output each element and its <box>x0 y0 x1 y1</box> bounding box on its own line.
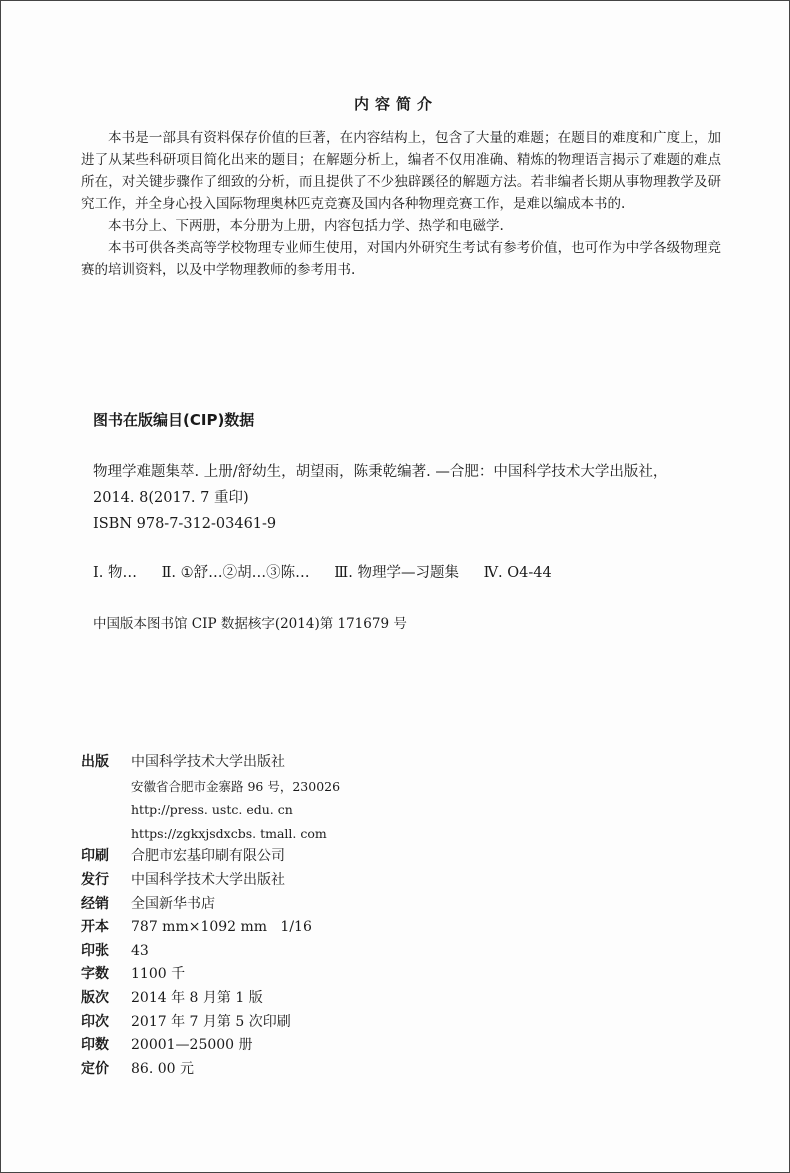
info-value: 中国科学技术大学出版社 <box>131 871 285 888</box>
publisher-store-url: https://zgkxjsdxcbs. tmall. com <box>131 825 327 841</box>
info-row-printing <box>81 1011 721 1035</box>
cip-class-item: Ⅲ. 物理学—习题集 <box>334 565 459 581</box>
cip-title: 图书在版编目(CIP)数据 <box>93 411 255 429</box>
info-value: 2017 年 7 月第 5 次印刷 <box>131 1013 291 1030</box>
info-label: 版次 <box>81 989 109 1006</box>
info-label: 定价 <box>81 1060 109 1077</box>
cip-record <box>93 459 773 537</box>
info-row-retailer <box>81 893 721 917</box>
publisher-name: 中国科学技术大学出版社 <box>131 754 285 770</box>
info-row-format <box>81 916 721 940</box>
cip-class-item: Ⅳ. O4-44 <box>483 565 552 581</box>
info-label: 经销 <box>81 895 109 912</box>
cip-title-line: 物理学难题集萃. 上册/舒幼生，胡望雨，陈秉乾编著. —合肥：中国科学技术大学出版社， <box>93 464 668 480</box>
info-label: 字数 <box>81 966 109 983</box>
intro-title: 内容简介 <box>353 95 438 113</box>
info-label: 印张 <box>81 942 109 959</box>
cip-class-item: Ⅱ. ①舒…②胡…③陈… <box>161 565 310 581</box>
info-row-price <box>81 1058 721 1082</box>
info-row-printer <box>81 845 721 869</box>
info-label: 开本 <box>81 919 109 936</box>
cip-isbn: ISBN 978-7-312-03461-9 <box>93 516 277 532</box>
info-value: 合肥市宏基印刷有限公司 <box>131 848 285 865</box>
info-value: 全国新华书店 <box>131 895 215 912</box>
info-label: 印次 <box>81 1013 109 1030</box>
info-row-edition <box>81 987 721 1011</box>
publisher-label: 出版 <box>81 754 109 770</box>
info-label: 印数 <box>81 1037 109 1054</box>
publication-info <box>81 751 721 1081</box>
cip-class-item: Ⅰ. 物… <box>93 565 137 581</box>
info-row-wordcount <box>81 963 721 987</box>
info-label: 发行 <box>81 871 109 888</box>
info-row-copies <box>81 1034 721 1058</box>
info-label: 印刷 <box>81 848 109 865</box>
intro-paragraph: 本书分上、下两册，本分册为上册，内容包括力学、热学和电磁学. <box>108 218 504 234</box>
info-value: 20001—25000 册 <box>131 1037 253 1054</box>
info-row-distributor <box>81 869 721 893</box>
cip-date-line: 2014. 8(2017. 7 重印) <box>93 490 249 506</box>
publisher-url: http://press. ustc. edu. cn <box>131 802 293 818</box>
intro-paragraph: 本书可供各类高等学校物理专业师生使用，对国内外研究生考试有参考价值，也可作为中学各级物理竞赛的培训资料，以及中学物理教师的参考用书. <box>81 240 721 278</box>
publisher-details <box>131 775 721 846</box>
cip-classification <box>93 561 773 582</box>
info-value: 2014 年 8 月第 1 版 <box>131 989 263 1006</box>
intro-text <box>81 127 721 281</box>
publisher-row <box>81 751 721 775</box>
cip-core-number: 中国版本图书馆 CIP 数据核字(2014)第 171679 号 <box>93 616 407 632</box>
info-value: 787 mm×1092 mm 1/16 <box>131 919 312 936</box>
intro-paragraph: 本书是一部具有资料保存价值的巨著，在内容结构上，包含了大量的难题；在题目的难度和广度上，加进了从某些科研项目简化出来的题目；在解题分析上，编者不仅用准确、精炼的物理语言揭示了难题的难点所在，对关键步骤作了细致的分析，而且提供了不少独辟蹊径的解题方法。若非编者长期从事物理教学及研究工作，并全身心投入国际物理奥林匹克竞赛及国内各种物理竞赛工作，是难以编成本书的. <box>81 130 721 212</box>
publisher-address: 安徽省合肥市金寨路 96 号，230026 <box>131 778 341 794</box>
info-row-sheets <box>81 940 721 964</box>
info-value: 86. 00 元 <box>131 1060 194 1077</box>
info-value: 1100 千 <box>131 966 186 983</box>
info-value: 43 <box>131 942 149 959</box>
